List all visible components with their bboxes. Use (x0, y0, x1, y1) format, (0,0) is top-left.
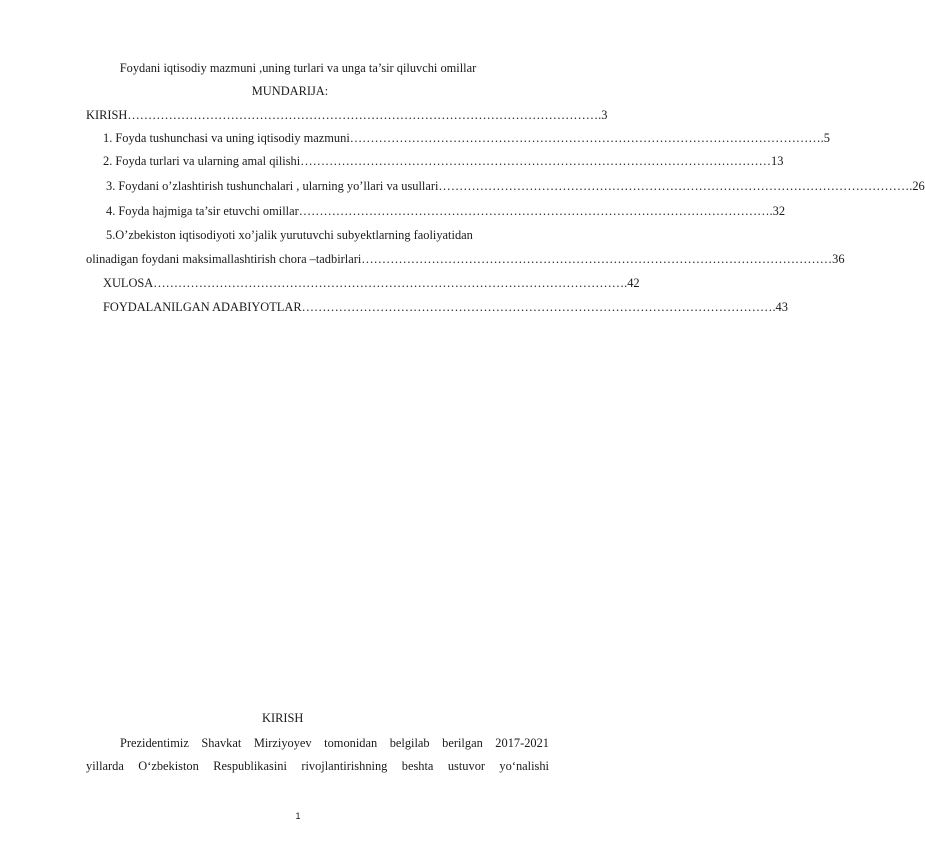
toc-entry-page: .3 (598, 108, 608, 122)
toc-entry[interactable] (103, 131, 830, 146)
toc-entry[interactable] (103, 276, 640, 291)
contents-heading: MUNDARIJA: (251, 84, 329, 98)
section-heading: KIRISH (262, 711, 304, 725)
toc-entry-page: 36 (832, 252, 845, 266)
toc-entry-label: olinadigan foydani maksimallashtirish chora –tadbirlari (86, 252, 362, 266)
toc-entry[interactable] (103, 300, 788, 315)
toc-entry-page: .32 (769, 204, 786, 218)
toc-entry-label: 2. Foyda turlari va ularning amal qilishi (103, 154, 301, 168)
paragraph-line: Prezidentimiz Shavkat Mirziyoyev tomonidan belgilab berilgan 2017-2021 (120, 736, 549, 750)
toc-entry-page: .43 (772, 300, 788, 314)
toc-leader: …………………………………………………………………………………………………… (298, 204, 770, 218)
toc-entry-label: 4. Foyda hajmiga ta’sir etuvchi omillar (106, 204, 299, 218)
toc-entry-page: .42 (624, 276, 640, 290)
toc-entry-label: KIRISH (86, 108, 128, 122)
toc-entry-page: 13 (771, 154, 784, 168)
toc-leader: …………………………………………………………………………………………………… (153, 276, 625, 290)
toc-leader: …………………………………………………………………………………………………… (361, 252, 833, 266)
toc-entry-label[interactable]: 5.O’zbekiston iqtisodiyoti xo’jalik yurutuvchi subyektlarning faoliyatidan (106, 228, 473, 242)
page-number: 1 (295, 811, 301, 821)
document-title: Foydani iqtisodiy mazmuni ,uning turlari va unga ta’sir qiluvchi omillar (119, 61, 477, 75)
toc-entry[interactable] (106, 204, 786, 219)
paragraph-line: yillarda O‘zbekiston Respublikasini rivojlantirishning beshta ustuvor yo‘nalishi (86, 759, 549, 773)
toc-entry-label: XULOSA (103, 276, 154, 290)
toc-leader: …………………………………………………………………………………………………… (300, 154, 772, 168)
toc-entry-page: .5 (820, 131, 830, 145)
toc-leader: …………………………………………………………………………………………………… (301, 300, 773, 314)
toc-entry-label: 3. Foydani o’zlashtirish tushunchalari , ularning yo’llari va usullari (106, 179, 439, 193)
toc-leader: …………………………………………………………………………………………………… (127, 108, 599, 122)
toc-entry[interactable] (86, 108, 608, 123)
toc-entry[interactable] (103, 154, 784, 169)
toc-entry[interactable] (86, 252, 845, 267)
toc-entry-label: FOYDALANILGAN ADABIYOTLAR (103, 300, 302, 314)
toc-entry-page: .26 (909, 179, 925, 193)
toc-leader: …………………………………………………………………………………………………… (438, 179, 910, 193)
toc-entry-label: 1. Foyda tushunchasi va uning iqtisodiy mazmuni (103, 131, 350, 145)
toc-leader: …………………………………………………………………………………………………… (349, 131, 821, 145)
toc-entry[interactable] (106, 179, 925, 194)
